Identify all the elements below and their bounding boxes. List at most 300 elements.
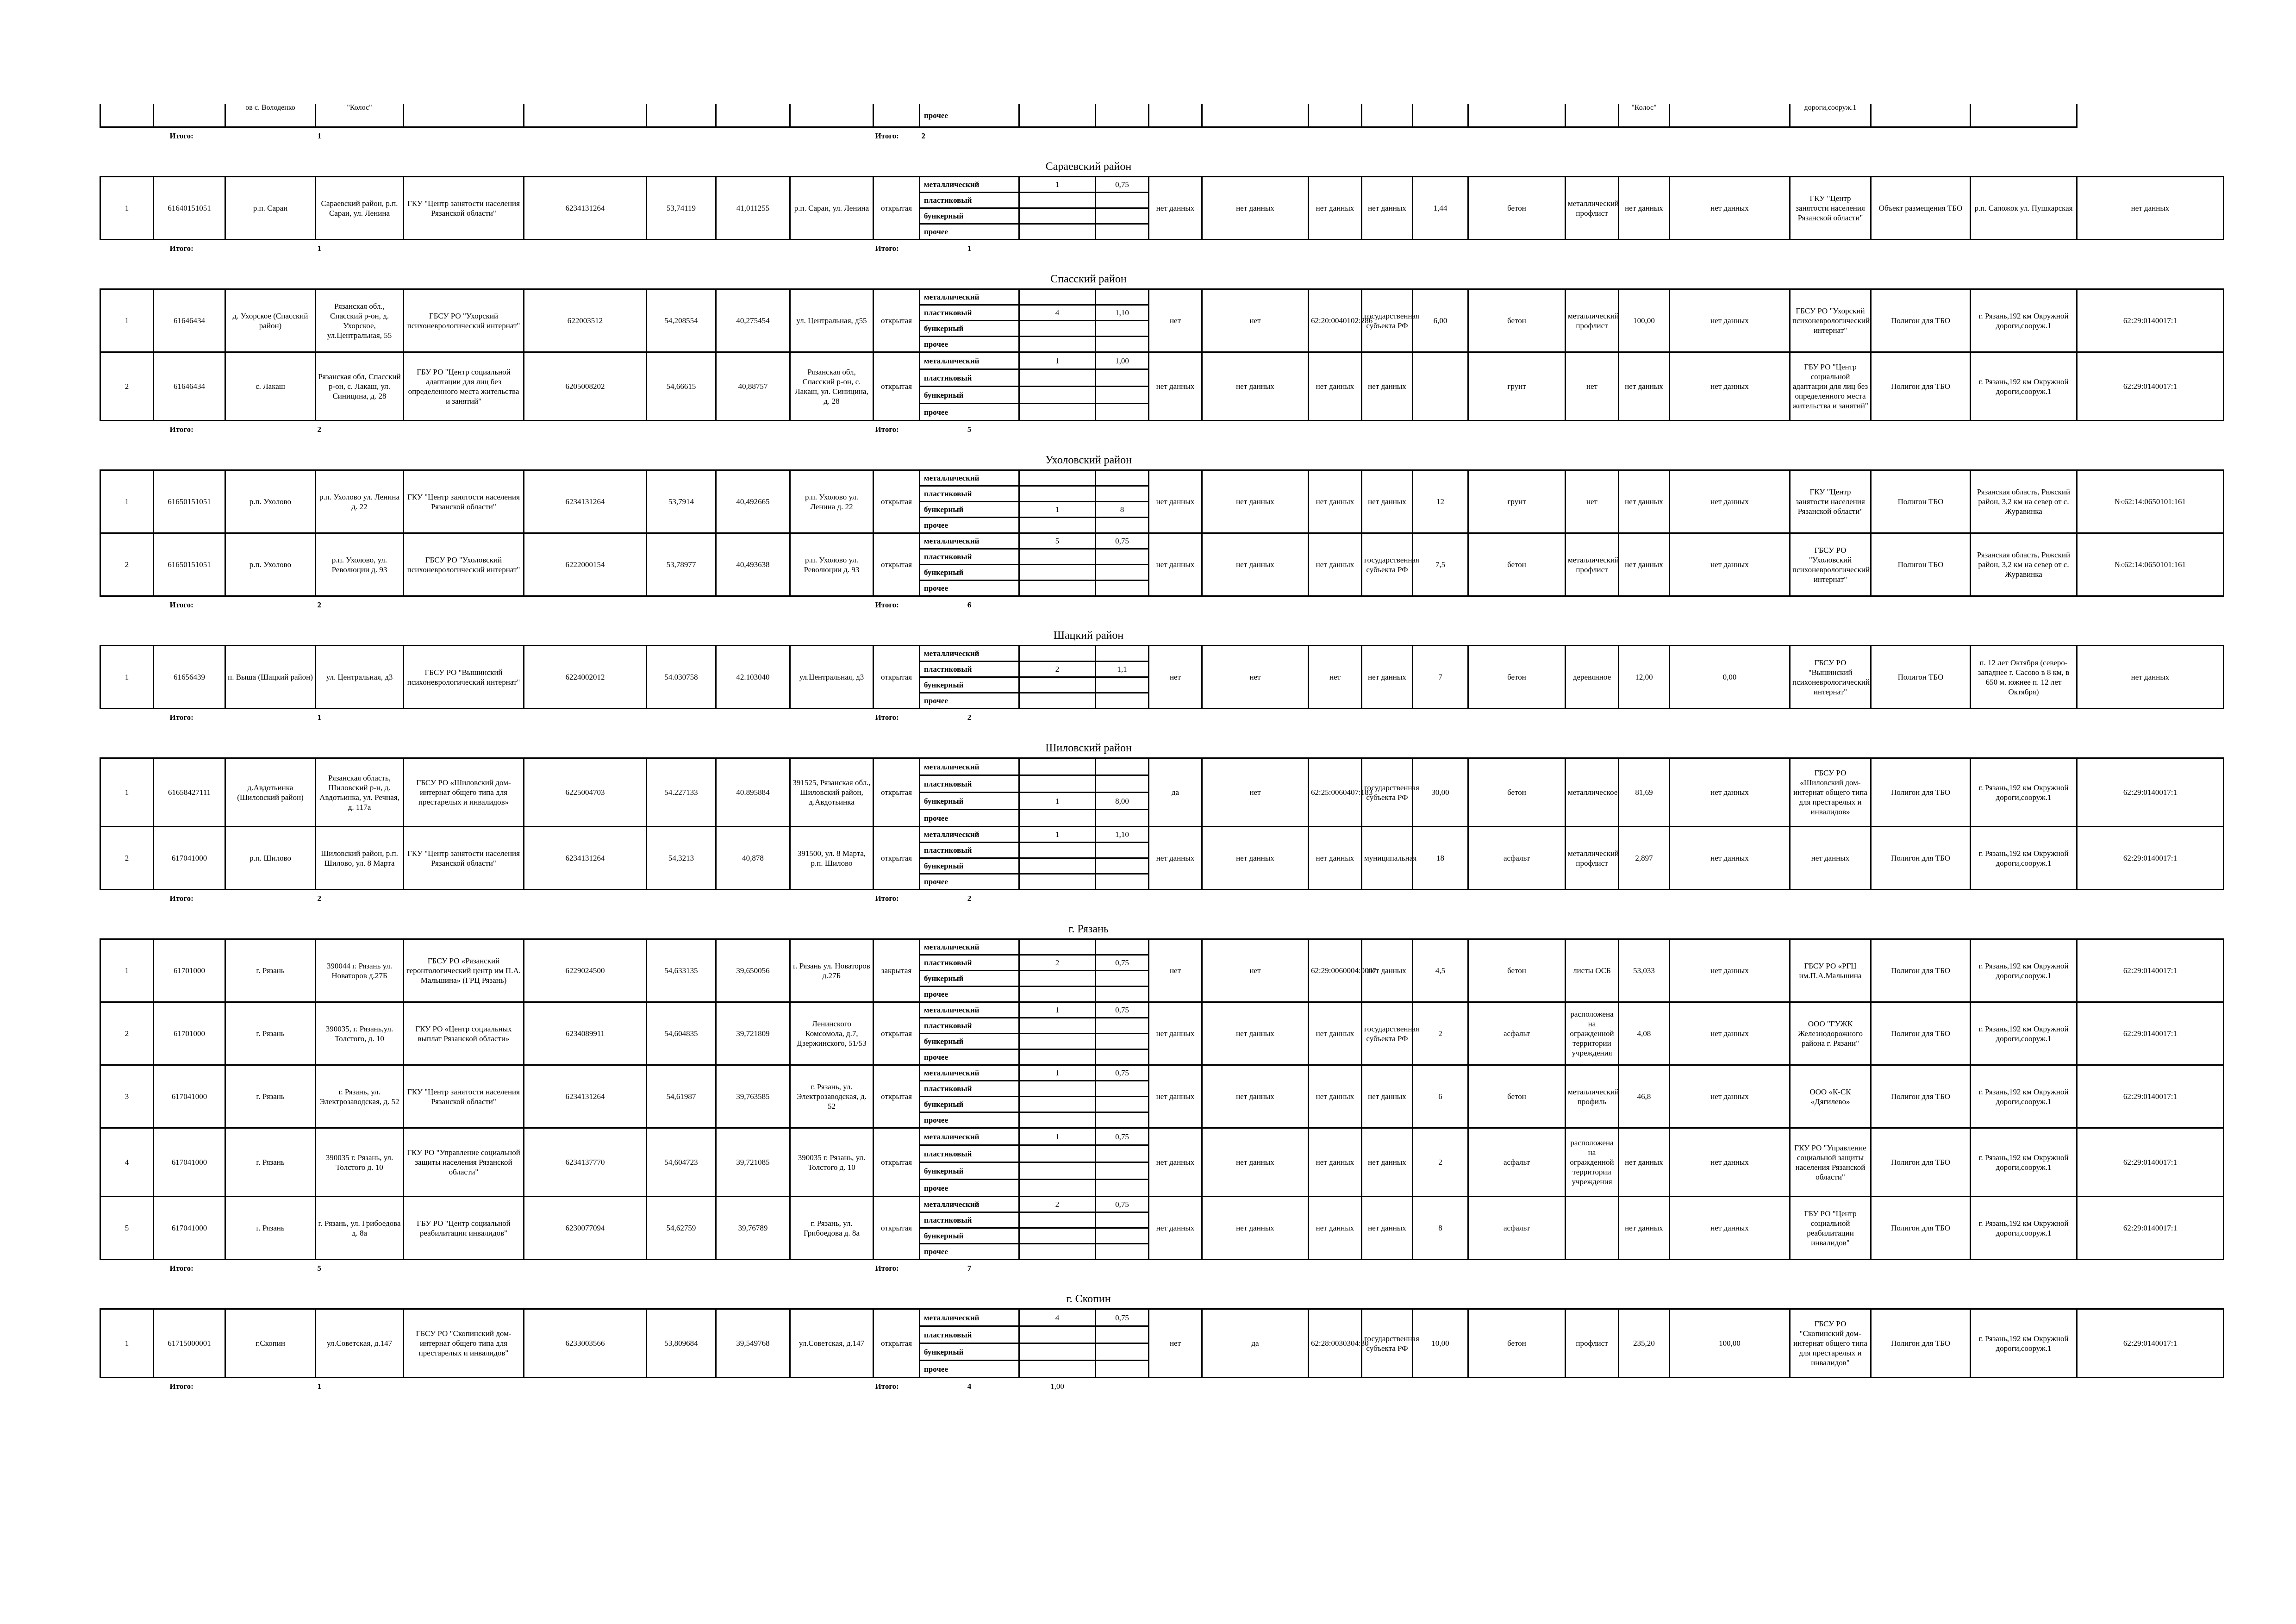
container-volume: 0,75 — [1096, 1197, 1149, 1212]
cell-n: 1 — [100, 758, 154, 827]
container-volume — [1096, 387, 1149, 404]
empty — [1096, 240, 2077, 256]
cell-n: 1 — [100, 646, 154, 709]
cell-c14: нет данных — [1309, 1197, 1362, 1260]
cell-lat: 54.030758 — [647, 646, 716, 709]
waste-type-1: пластиковый — [920, 775, 1019, 793]
cell-c21: нет данных — [1790, 827, 1871, 890]
cell-c15: нет данных — [1362, 177, 1413, 240]
total-left: 2 — [317, 893, 321, 903]
cell-inn: 6234089911 — [524, 1002, 647, 1065]
cell-c14: 62:29:0060004:0007 — [1309, 939, 1362, 1002]
container-count — [1019, 1343, 1096, 1361]
cell-address: Рязанская обл, Спасский р-он, с. Лакаш, ул. Синицина, д. 28 — [316, 352, 404, 421]
container-volume: 8,00 — [1096, 793, 1149, 810]
cell-org: ГБСУ РО «Рязанский геронтологический центр им П.А. Мальшина» (ГРЦ Рязань) — [404, 939, 524, 1002]
cell-site: р.п. Сараи, ул. Ленина — [790, 177, 873, 240]
spacer — [100, 437, 2224, 447]
district-row — [100, 735, 2224, 758]
cell-lat: 53,78977 — [647, 533, 716, 596]
total-left: 2 — [317, 425, 321, 434]
continued-cell — [873, 104, 920, 127]
cell-c15: нет данных — [1362, 1197, 1413, 1260]
cell-c22: Полигон для ТБО — [1871, 289, 1971, 352]
total-right: 5 — [967, 425, 972, 434]
waste-type-3: прочее — [920, 810, 1019, 827]
cell-oktmo: 61701000 — [154, 939, 225, 1002]
total-sum: 1,00 — [1050, 1381, 1064, 1391]
waste-type-3: прочее — [920, 581, 1019, 596]
waste-type-2: бункерный — [920, 971, 1019, 987]
container-count: 1 — [1019, 1065, 1096, 1081]
container-volume — [1096, 1097, 1149, 1112]
cell-c19: 46,8 — [1619, 1065, 1670, 1128]
cell-c21: ООО «К-СК «Дягилево» — [1790, 1065, 1871, 1128]
cell-c20: 100,00 — [1670, 1309, 1790, 1378]
waste-type-0: металлический — [920, 1309, 1019, 1326]
waste-type-0: металлический — [920, 289, 1019, 305]
continued-cell: "Колос" — [316, 104, 404, 127]
cell-c16: 12 — [1413, 470, 1468, 533]
waste-type-2: бункерный — [920, 502, 1019, 518]
cell-c23: г. Рязань,192 км Окружной дороги,сооруж.1 — [1971, 1309, 2077, 1378]
container-count — [1019, 208, 1096, 224]
cell-c13: нет — [1202, 939, 1309, 1002]
cell-c20: нет данных — [1670, 758, 1790, 827]
cell-c20: нет данных — [1670, 1002, 1790, 1065]
cell-c12: нет данных — [1149, 470, 1202, 533]
cell-org: ГКУ "Центр занятости населения Рязанской области" — [404, 1065, 524, 1128]
cell-inn: 6234131264 — [524, 177, 647, 240]
cell-n: 2 — [100, 827, 154, 890]
waste-type-3: прочее — [920, 1361, 1019, 1378]
cell-lon: 39,650056 — [716, 939, 790, 1002]
table-row — [100, 1002, 2224, 1018]
cell-c12: нет — [1149, 646, 1202, 709]
table-row — [100, 470, 2224, 486]
cell-address: 390044 г. Рязань ул. Новаторов д.27Б — [316, 939, 404, 1002]
cell-c12: нет данных — [1149, 352, 1202, 421]
container-volume — [1096, 939, 1149, 955]
cell-c24: 62:29:0140017:1 — [2077, 352, 2224, 421]
container-volume — [1096, 1145, 1149, 1162]
container-count — [1019, 289, 1096, 305]
cell-c20: нет данных — [1670, 1065, 1790, 1128]
total-label: Итого: — [875, 712, 899, 722]
spacer-cell — [100, 612, 2077, 623]
spacer-cell — [100, 144, 2077, 154]
container-count — [1019, 693, 1096, 709]
cell-c21: ГКУ РО "Управление социальной защиты населения Рязанской области" — [1790, 1128, 1871, 1197]
total-sum — [1019, 709, 1096, 725]
cell-inn: 6234137770 — [524, 1128, 647, 1197]
spacer — [100, 612, 2224, 623]
total-label: Итого: — [169, 712, 193, 722]
container-volume — [1096, 1244, 1149, 1260]
cell-c23: г. Рязань,192 км Окружной дороги,сооруж.1 — [1971, 939, 2077, 1002]
cell-c15: нет данных — [1362, 1128, 1413, 1197]
container-count — [1019, 518, 1096, 533]
cell-oktmo: 617041000 — [154, 1197, 225, 1260]
cell-oktmo: 61650151051 — [154, 533, 225, 596]
cell-type: открытая — [873, 1197, 920, 1260]
cell-c23: р.п. Сапожок ул. Пушкарская — [1971, 177, 2077, 240]
container-count — [1019, 775, 1096, 793]
cell-c23: г. Рязань,192 км Окружной дороги,сооруж.1 — [1971, 1197, 2077, 1260]
table-row — [100, 289, 2224, 305]
waste-type-2: бункерный — [920, 858, 1019, 874]
container-volume — [1096, 224, 1149, 240]
cell-c14: нет данных — [1309, 533, 1362, 596]
cell-loc: р.п. Сараи — [225, 177, 316, 240]
district-title: Шацкий район — [1053, 629, 1124, 642]
cell-c12: нет данных — [1149, 177, 1202, 240]
table-row — [100, 533, 2224, 549]
cell-type: открытая — [873, 646, 920, 709]
cell-lon: 42.103040 — [716, 646, 790, 709]
cell-inn: 6234131264 — [524, 470, 647, 533]
cell-inn: 6224002012 — [524, 646, 647, 709]
waste-type-3: прочее — [920, 874, 1019, 890]
cell-c20: нет данных — [1670, 470, 1790, 533]
table-row — [100, 1065, 2224, 1081]
cell-c23: г. Рязань,192 км Окружной дороги,сооруж.1 — [1971, 758, 2077, 827]
cell-c21: ГБУ РО "Центр социальной адаптации для лиц без определенного места жительства и занятий" — [1790, 352, 1871, 421]
cell-c13: нет данных — [1202, 1197, 1309, 1260]
cell-c23: г. Рязань,192 км Окружной дороги,сооруж.1 — [1971, 289, 2077, 352]
waste-type-1: пластиковый — [920, 1326, 1019, 1343]
waste-type-3: прочее — [920, 1112, 1019, 1128]
waste-type-0: металлический — [920, 1002, 1019, 1018]
table-row — [100, 177, 2224, 193]
cell-lon: 39,76789 — [716, 1197, 790, 1260]
cell-c24: №:62:14:0650101:161 — [2077, 533, 2224, 596]
cell-site: г. Рязань ул. Новаторов д.27Б — [790, 939, 873, 1002]
waste-type-1: пластиковый — [920, 1018, 1019, 1034]
container-volume — [1096, 693, 1149, 709]
continued-cell — [1566, 104, 1619, 127]
spacer — [100, 1276, 2224, 1286]
spacer-cell — [100, 1276, 2077, 1286]
cell-c16: 7 — [1413, 646, 1468, 709]
table-row — [100, 1197, 2224, 1212]
container-count — [1019, 549, 1096, 565]
cell-c14: 62:25:0060407:183 — [1309, 758, 1362, 827]
container-count — [1019, 939, 1096, 955]
container-count: 1 — [1019, 1128, 1096, 1145]
container-volume: 0,75 — [1096, 1128, 1149, 1145]
container-count — [1019, 369, 1096, 387]
cell-c18: деревянное — [1566, 646, 1619, 709]
waste-type-1: пластиковый — [920, 1081, 1019, 1097]
cell-c21: ГКУ "Центр занятости населения Рязанской области" — [1790, 177, 1871, 240]
registry-page — [100, 104, 2224, 1394]
cell-lon: 40,493638 — [716, 533, 790, 596]
cell-address: Сараевский район, р.п. Сараи, ул. Ленина — [316, 177, 404, 240]
cell-c17: бетон — [1468, 289, 1566, 352]
waste-type-2: бункерный — [920, 1228, 1019, 1244]
table-row — [100, 1309, 2224, 1326]
waste-type-0: металлический — [920, 470, 1019, 486]
cell-c23: Рязанская область, Ряжский район, 3,2 км на север от с. Журавинка — [1971, 470, 2077, 533]
waste-type-3: прочее — [920, 1244, 1019, 1260]
cell-c18: металлический профлист — [1566, 533, 1619, 596]
waste-type-3: прочее — [920, 1180, 1019, 1197]
cell-loc: д.Авдотьинка (Шиловский район) — [225, 758, 316, 827]
cell-c21: ГБСУ РО "Ухоловский психоневрологический интернат" — [1790, 533, 1871, 596]
table-row — [100, 646, 2224, 662]
cell-site: ул.Центральная, д3 — [790, 646, 873, 709]
container-count: 2 — [1019, 662, 1096, 677]
spacer — [100, 725, 2224, 735]
cell-c24: 62:29:0140017:1 — [2077, 1309, 2224, 1378]
cell-c17: асфальт — [1468, 1128, 1566, 1197]
cell-c20: нет данных — [1670, 1197, 1790, 1260]
total-label: Итого: — [875, 1381, 899, 1391]
cell-c19: 12,00 — [1619, 646, 1670, 709]
cell-org: ГКУ "Центр занятости населения Рязанской области" — [404, 827, 524, 890]
container-volume — [1096, 1034, 1149, 1049]
cell-type: закрытая — [873, 939, 920, 1002]
container-volume — [1096, 518, 1149, 533]
cell-c17: бетон — [1468, 533, 1566, 596]
cell-type: открытая — [873, 1065, 920, 1128]
container-count — [1019, 1018, 1096, 1034]
cell-site: 390035 г. Рязань, ул. Толстого д. 10 — [790, 1128, 873, 1197]
waste-type-2: бункерный — [920, 793, 1019, 810]
cell-c12: нет — [1149, 289, 1202, 352]
total-left: 1 — [317, 1381, 321, 1391]
container-count — [1019, 1097, 1096, 1112]
cell-inn: 6229024500 — [524, 939, 647, 1002]
container-count — [1019, 1361, 1096, 1378]
continued-cell — [1202, 104, 1309, 127]
container-count — [1019, 1212, 1096, 1228]
waste-type-2: бункерный — [920, 1097, 1019, 1112]
container-volume — [1096, 193, 1149, 208]
cell-n: 5 — [100, 1197, 154, 1260]
container-count — [1019, 1162, 1096, 1180]
waste-type-2: бункерный — [920, 677, 1019, 693]
cell-c13: нет данных — [1202, 533, 1309, 596]
container-count: 4 — [1019, 1309, 1096, 1326]
continued-cell — [1468, 104, 1566, 127]
cell-c23: Рязанская область, Ряжский район, 3,2 км на север от с. Журавинка — [1971, 533, 2077, 596]
cell-site: р.п. Ухолово ул. Революции д. 93 — [790, 533, 873, 596]
cell-c22: Полигон для ТБО — [1871, 1128, 1971, 1197]
cell-address: г. Рязань, ул. Электрозаводская, д. 52 — [316, 1065, 404, 1128]
cell-lat: 54,604723 — [647, 1128, 716, 1197]
cell-loc: г. Рязань — [225, 1002, 316, 1065]
cell-lat: 53,809684 — [647, 1309, 716, 1378]
cell-loc: г.Скопин — [225, 1309, 316, 1378]
container-count: 2 — [1019, 955, 1096, 971]
cell-c22: Полигон для ТБО — [1871, 1002, 1971, 1065]
cell-address: Рязанская область, Шиловский р-н, д. Авдотьинка, ул. Речная, д. 117а — [316, 758, 404, 827]
cell-c22: Объект размещения ТБО — [1871, 177, 1971, 240]
cell-c18: металлический профлист — [1566, 177, 1619, 240]
cell-c21: ГБСУ РО «Шиловский дом-интернат общего типа для престарелых и инвалидов» — [1790, 758, 1871, 827]
cell-c21: ГБСУ РО "Скопинский дом-интернат общего типа для престарелых и инвалидов" — [1790, 1309, 1871, 1378]
district-row — [100, 266, 2224, 289]
container-count: 5 — [1019, 533, 1096, 549]
total-label: Итого: — [169, 893, 193, 903]
cell-address: 390035 г. Рязань, ул. Толстого д. 10 — [316, 1128, 404, 1197]
total-label: Итого: — [875, 244, 899, 253]
cell-c19: 4,08 — [1619, 1002, 1670, 1065]
waste-type-0: металлический — [920, 1065, 1019, 1081]
waste-type-3: прочее — [920, 1049, 1019, 1065]
cell-c13: нет данных — [1202, 827, 1309, 890]
cell-type: открытая — [873, 470, 920, 533]
total-row — [100, 1260, 2224, 1276]
cell-loc: п. Выша (Шацкий район) — [225, 646, 316, 709]
total-right: 2 — [921, 131, 925, 140]
empty — [1096, 596, 2077, 613]
container-count — [1019, 565, 1096, 581]
cell-c12: нет данных — [1149, 1065, 1202, 1128]
cell-c13: нет данных — [1202, 352, 1309, 421]
cell-c14: 62:20:0040102:286 — [1309, 289, 1362, 352]
waste-type-1: пластиковый — [920, 843, 1019, 858]
cell-c17: бетон — [1468, 1309, 1566, 1378]
container-volume — [1096, 1326, 1149, 1343]
total-right: 7 — [967, 1263, 972, 1273]
cell-c13: да — [1202, 1309, 1309, 1378]
continued-cell — [1413, 104, 1468, 127]
cell-oktmo: 61640151051 — [154, 177, 225, 240]
cell-c21: ГБСУ РО "Вышинский психоневрологический интернат" — [1790, 646, 1871, 709]
waste-type-1: пластиковый — [920, 1212, 1019, 1228]
container-count — [1019, 1034, 1096, 1049]
cell-c15: нет данных — [1362, 470, 1413, 533]
cell-oktmo: 61646434 — [154, 289, 225, 352]
total-label: Итого: — [169, 600, 193, 609]
district-title: Спасский район — [1050, 273, 1127, 285]
cell-lat: 54,61987 — [647, 1065, 716, 1128]
container-count — [1019, 1081, 1096, 1097]
cell-lon: 41,011255 — [716, 177, 790, 240]
empty — [1096, 890, 2077, 906]
cell-c14: нет данных — [1309, 1128, 1362, 1197]
cell-c19: нет данных — [1619, 470, 1670, 533]
container-volume — [1096, 565, 1149, 581]
container-count: 4 — [1019, 305, 1096, 321]
container-count — [1019, 858, 1096, 874]
container-count: 1 — [1019, 827, 1096, 843]
cell-type: открытая — [873, 1002, 920, 1065]
container-volume — [1096, 1049, 1149, 1065]
total-left: 1 — [317, 244, 321, 253]
container-volume — [1096, 843, 1149, 858]
cell-c22: Полигон ТБО — [1871, 470, 1971, 533]
waste-type-2: бункерный — [920, 1034, 1019, 1049]
cell-inn: 6222000154 — [524, 533, 647, 596]
container-count — [1019, 1180, 1096, 1197]
cell-address: ул. Центральная, д3 — [316, 646, 404, 709]
total-label: Итого: — [169, 425, 193, 434]
cell-org: ГБУ РО "Центр социальной реабилитации инвалидов" — [404, 1197, 524, 1260]
cell-c22: Полигон для ТБО — [1871, 827, 1971, 890]
cell-c19: 53,033 — [1619, 939, 1670, 1002]
cell-c15: нет данных — [1362, 1065, 1413, 1128]
district-title: г. Скопин — [1066, 1293, 1111, 1305]
empty — [1096, 709, 2077, 725]
cell-inn: 6234131264 — [524, 1065, 647, 1128]
total-label: Итого: — [169, 131, 193, 140]
cell-org: ГКУ "Центр занятости населения Рязанской области" — [404, 177, 524, 240]
cell-type: открытая — [873, 177, 920, 240]
total-row — [100, 709, 2224, 725]
waste-type-0: металлический — [920, 177, 1019, 193]
cell-n: 4 — [100, 1128, 154, 1197]
cell-c17: асфальт — [1468, 1197, 1566, 1260]
cell-c20: нет данных — [1670, 533, 1790, 596]
cell-n: 2 — [100, 533, 154, 596]
cell-c12: да — [1149, 758, 1202, 827]
cell-n: 1 — [100, 939, 154, 1002]
cell-c17: бетон — [1468, 177, 1566, 240]
cell-c14: нет данных — [1309, 470, 1362, 533]
cell-c16: 2 — [1413, 1002, 1468, 1065]
continued-cell — [1670, 104, 1790, 127]
continued-cell — [1871, 104, 1971, 127]
container-volume — [1096, 337, 1149, 352]
cell-c19: нет данных — [1619, 1128, 1670, 1197]
container-volume — [1096, 874, 1149, 890]
spacer-cell — [100, 437, 2077, 447]
waste-type-0: металлический — [920, 646, 1019, 662]
cell-lat: 54,208554 — [647, 289, 716, 352]
cell-lon: 40.895884 — [716, 758, 790, 827]
cell-c21: ГКУ "Центр занятости населения Рязанской области" — [1790, 470, 1871, 533]
cell-lat: 54,62759 — [647, 1197, 716, 1260]
cell-c24: №:62:14:0650101:161 — [2077, 470, 2224, 533]
cell-lon: 39,549768 — [716, 1309, 790, 1378]
cell-type: открытая — [873, 533, 920, 596]
continued-cell — [1019, 104, 1096, 127]
container-volume — [1096, 289, 1149, 305]
container-volume — [1096, 1212, 1149, 1228]
cell-c24: нет данных — [2077, 646, 2224, 709]
table-row — [100, 1128, 2224, 1145]
cell-c19: 235,20 — [1619, 1309, 1670, 1378]
cell-c23: г. Рязань,192 км Окружной дороги,сооруж.1 — [1971, 352, 2077, 421]
container-count — [1019, 810, 1096, 827]
cell-c18 — [1566, 1197, 1619, 1260]
cell-c16: 4,5 — [1413, 939, 1468, 1002]
cell-c15: нет данных — [1362, 352, 1413, 421]
container-volume — [1096, 758, 1149, 775]
cell-org: ГКУ РО «Центр социальных выплат Рязанской области» — [404, 1002, 524, 1065]
total-label: Итого: — [169, 1263, 193, 1273]
cell-oktmo: 61715000001 — [154, 1309, 225, 1378]
container-volume — [1096, 1081, 1149, 1097]
cell-c16: 2 — [1413, 1128, 1468, 1197]
empty — [1096, 421, 2077, 437]
cell-c15: государственная субъекта РФ — [1362, 1309, 1413, 1378]
container-volume: 1,10 — [1096, 305, 1149, 321]
cell-c14: нет — [1309, 646, 1362, 709]
cell-loc: р.п. Шилово — [225, 827, 316, 890]
waste-type-3: прочее — [920, 404, 1019, 421]
container-count — [1019, 193, 1096, 208]
container-count — [1019, 1049, 1096, 1065]
cell-loc: р.п. Ухолово — [225, 533, 316, 596]
continued-cell — [154, 104, 225, 127]
cell-c12: нет данных — [1149, 827, 1202, 890]
cell-c18: металлическое — [1566, 758, 1619, 827]
